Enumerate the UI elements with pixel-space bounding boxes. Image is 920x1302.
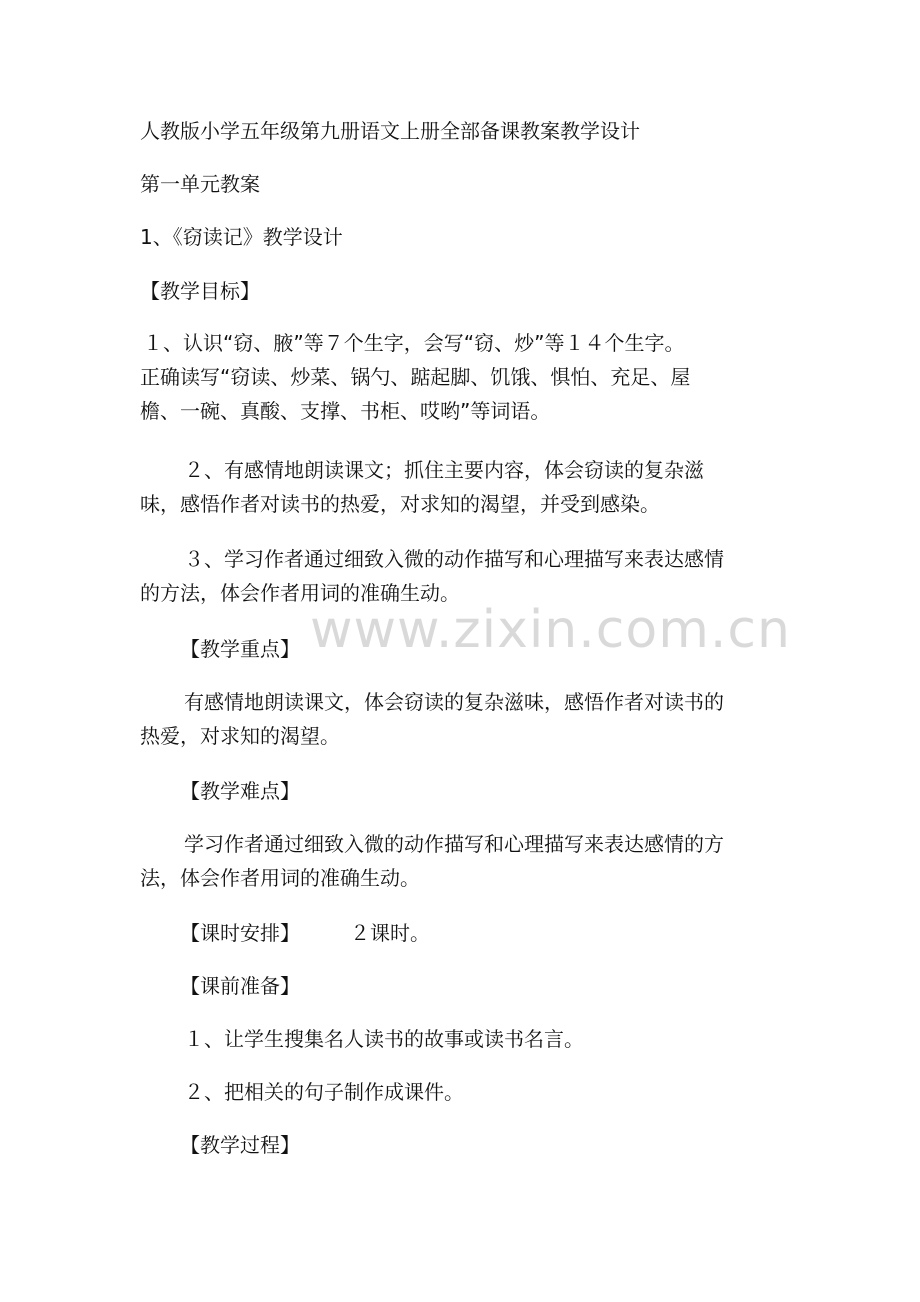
goal-2 [140,453,780,521]
goal-1-line-3: 檐、一碗、真酸、支撑、书柜、哎哟”等词语。 [140,399,551,423]
key-points-heading: 【教学重点】 [180,637,300,661]
goal-1-line-1: １、认识“窃、腋”等７个生字，会写“窃、炒”等１４个生字。 [143,331,685,355]
unit-title: 第一单元教案 [140,172,260,196]
key-points-text [140,685,780,753]
prep-item-2: ２、把相关的句子制作成课件。 [184,1080,464,1104]
difficulty-line-2: 法，体会作者用词的准确生动。 [140,866,420,890]
prep-item-1: １、让学生搜集名人读书的故事或读书名言。 [184,1027,584,1051]
document-title: 人教版小学五年级第九册语文上册全部备课教案教学设计 [140,119,640,143]
schedule-value: ２课时。 [350,921,430,945]
goal-2-line-2: 味，感悟作者对读书的热爱，对求知的渴望，并受到感染。 [140,492,660,516]
goal-1-line-2: 正确读写“窃读、炒菜、锅勺、踮起脚、饥饿、惧怕、充足、屋 [140,365,691,389]
goal-3 [140,542,780,610]
difficulty-heading: 【教学难点】 [180,779,300,803]
prep-heading: 【课前准备】 [180,974,300,998]
schedule-heading: 【课时安排】 [180,921,300,945]
watermark: www.zixin.com.cn [310,600,791,660]
schedule-row [180,916,820,950]
process-heading: 【教学过程】 [180,1133,300,1157]
lesson-title: 1、《窃读记》教学设计 [140,225,343,249]
goal-1 [140,326,780,428]
key-points-line-1: 有感情地朗读课文，体会窃读的复杂滋味，感悟作者对读书的 [184,690,724,714]
difficulty-line-1: 学习作者通过细致入微的动作描写和心理描写来表达感情的方 [184,832,724,856]
difficulty-text [140,827,780,895]
goal-2-line-1: ２、有感情地朗读课文；抓住主要内容，体会窃读的复杂滋 [184,458,704,482]
goal-3-line-1: ３、学习作者通过细致入微的动作描写和心理描写来表达感情 [184,547,724,571]
goals-heading: 【教学目标】 [140,279,260,303]
key-points-line-2: 热爱，对求知的渴望。 [140,724,340,748]
goal-3-line-2: 的方法，体会作者用词的准确生动。 [140,581,460,605]
